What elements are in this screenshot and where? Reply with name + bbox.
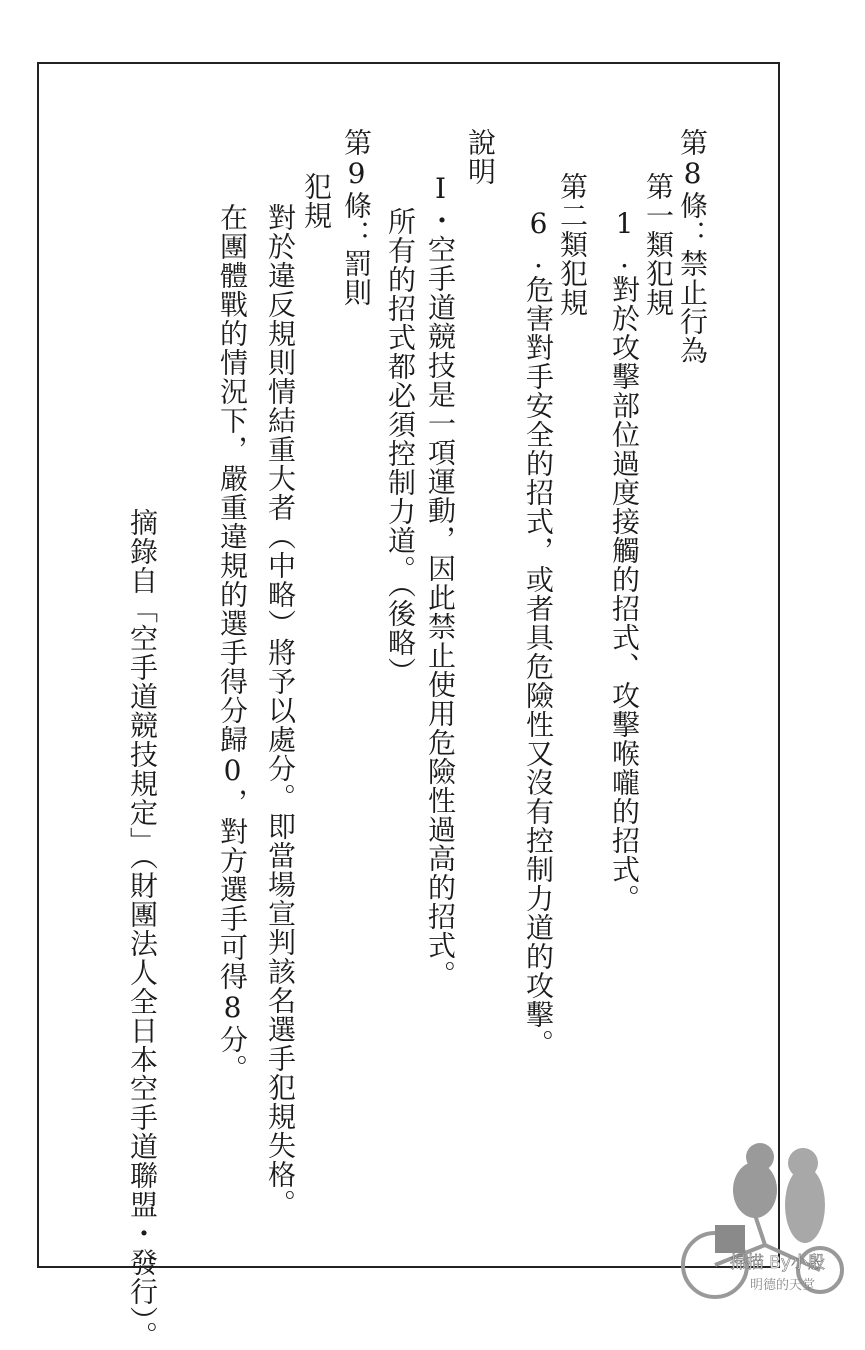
foul-paragraph-2: 在團體戰的情況下，嚴重違規的選手得分歸0，對方選手可得8分。 — [216, 203, 249, 1083]
article-8-heading: 第8條：禁止行為 — [676, 128, 709, 365]
watermark-subtext: 明德的天堂 — [749, 1278, 815, 1293]
explanation-item-1-cont: 所有的招式都必須控制力道。（後略） — [384, 207, 417, 686]
category-2-item-6: 6.危害對手安全的招式，或者具危險性又沒有控制力道的攻擊。 — [522, 207, 555, 1058]
category-2-heading: 第二類犯規 — [556, 172, 589, 317]
explanation-item-1: Ⅰ・空手道競技是一項運動，因此禁止使用危險性過高的招式。 — [424, 172, 457, 989]
category-1-heading: 第一類犯規 — [642, 172, 675, 317]
watermark-text: 掃描 By小殷 — [729, 1253, 825, 1273]
foul-heading: 犯規 — [300, 172, 333, 230]
category-1-item-1: 1.對於攻擊部位過度接觸的招式、攻擊喉嚨的招式。 — [608, 207, 641, 913]
article-9-heading: 第9條：罰則 — [340, 128, 373, 307]
scanner-watermark — [675, 1135, 855, 1305]
explanation-heading: 說明 — [464, 128, 497, 186]
source-citation: 摘錄自「空手道競技規定」（財團法人全日本空手道聯盟・發行）。 — [126, 508, 159, 1350]
foul-paragraph-1: 對於違反規則情結重大者（中略）將予以處分。即當場宣判該名選手犯規失格。 — [264, 203, 297, 1218]
